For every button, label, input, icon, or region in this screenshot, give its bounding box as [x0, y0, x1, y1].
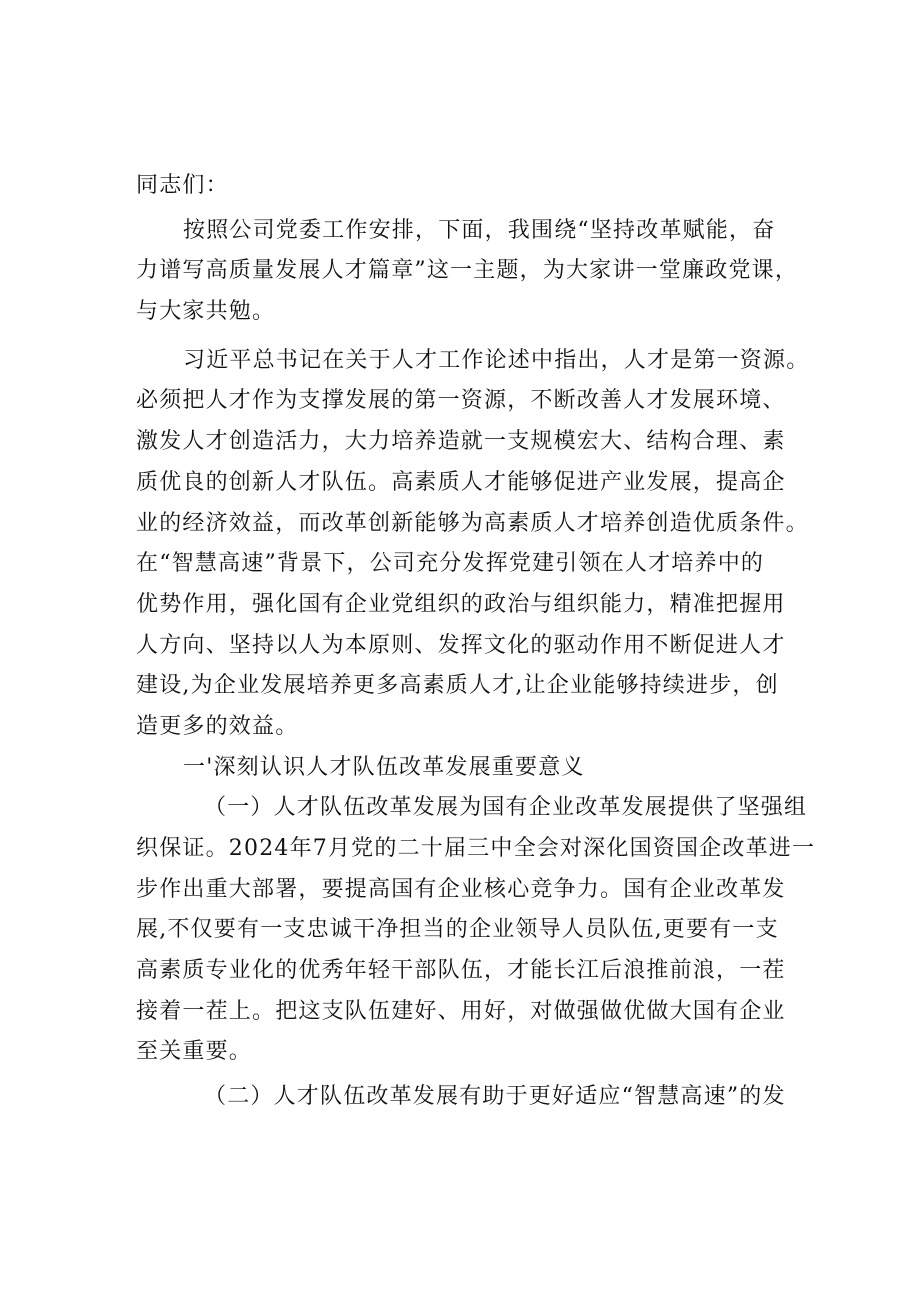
quote-paragraph-line: 建设,为企业发展培养更多高素质人才,让企业能够持续进步，创 [136, 673, 779, 699]
subsection-1-line: 至关重要。 [136, 1039, 253, 1065]
quote-paragraph-line: 激发人才创造活力，大力培养造就一支规模宏大、结构合理、素 [136, 429, 786, 455]
quote-paragraph-line: 在“智慧高速”背景下，公司充分发挥党建引领在人才培养中的 [136, 551, 765, 577]
subsection-1-line: 步作出重大部署，要提高国有企业核心竞争力。国有企业改革发 [136, 876, 786, 902]
quote-paragraph-line: 人方向、坚持以人为本原则、发挥文化的驱动作用不断促进人才 [136, 632, 786, 658]
quote-paragraph-line: 习近平总书记在关于人才工作论述中指出，人才是第一资源。 [183, 347, 810, 373]
salutation: 同志们： [136, 173, 229, 198]
quote-paragraph-line: 质优良的创新人才队伍。高素质人才能够促进产业发展，提高企 [136, 469, 786, 495]
subsection-1-line: 接着一茬上。把这支队伍建好、用好，对做强做优做大国有企业 [136, 998, 786, 1024]
intro-line: 按照公司党委工作安排，下面，我围绕“坚持改革赋能，奋 [183, 217, 776, 243]
subsection-1-line: 织保证。2024年7月党的二十届三中全会对深化国资国企改革进一 [136, 836, 816, 861]
subsection-2-line: （二）人才队伍改革发展有助于更好适应“智慧高速”的发 [204, 1084, 786, 1110]
document-body [136, 166, 816, 1118]
quote-paragraph-line: 业的经济效益，而改革创新能够为高素质人才培养创造优质条件。 [136, 510, 809, 536]
subsection-1-line: 展,不仅要有一支忠诚干净担当的企业领导人员队伍,更要有一支 [136, 917, 779, 943]
quote-paragraph-line: 造更多的效益。 [136, 713, 299, 739]
subsection-1-line: （一）人才队伍改革发展为国有企业改革发展提供了坚强组 [204, 795, 808, 821]
section-heading: 一'深刻认识人才队伍改革发展重要意义 [183, 754, 585, 780]
quote-paragraph-line: 必须把人才作为支撑发展的第一资源，不断改善人才发展环境、 [136, 388, 786, 414]
quote-paragraph-line: 优势作用，强化国有企业党组织的政治与组织能力，精准把握用 [136, 591, 786, 617]
intro-line: 力谱写高质量发展人才篇章”这一主题，为大家讲一堂廉政党课， [136, 258, 799, 284]
subsection-1-line: 高素质专业化的优秀年轻干部队伍，才能长江后浪推前浪，一茬 [136, 958, 786, 984]
intro-line: 与大家共勉。 [136, 299, 276, 325]
